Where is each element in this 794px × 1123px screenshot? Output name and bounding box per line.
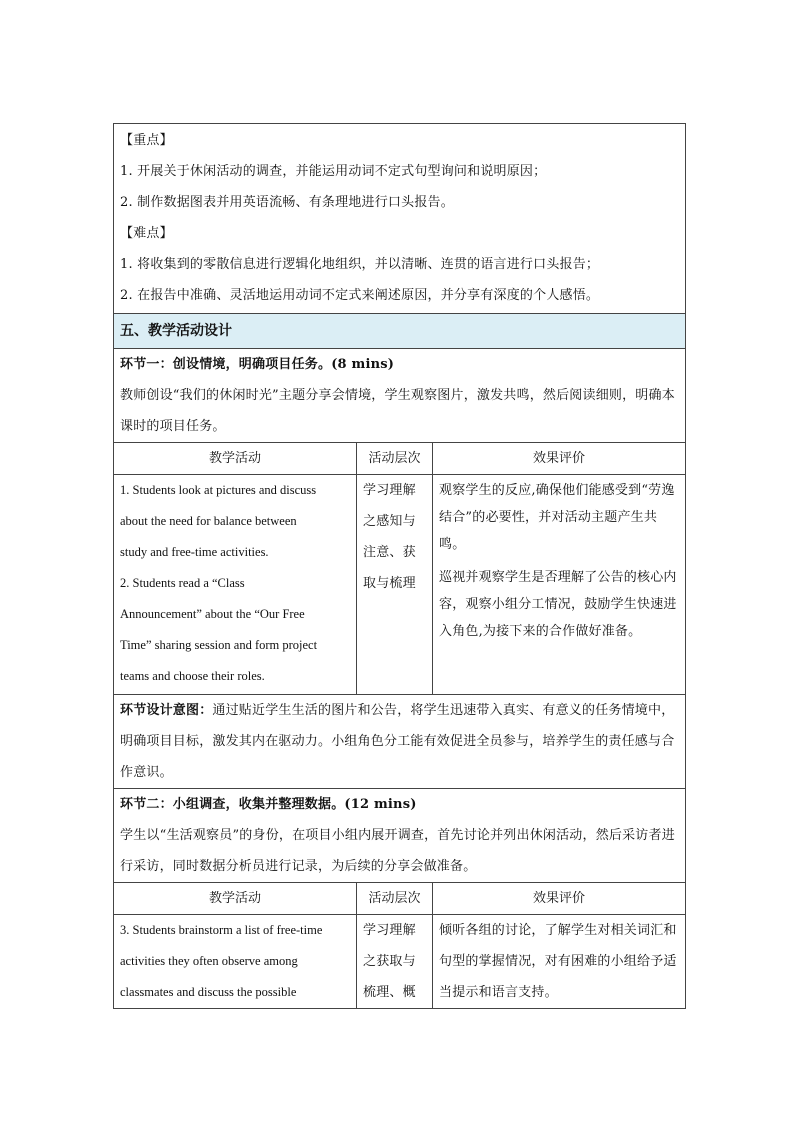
- stage1-level-line: 取与梳理: [363, 576, 416, 591]
- stage1-title: 环节一：创设情境，明确项目任务。(8 mins): [120, 357, 395, 372]
- stage2-level-line: 学习理解: [363, 923, 416, 938]
- stage1-eval-p2: 巡视并观察学生是否理解了公告的核心内容，观察小组分工情况，鼓励学生快速进入角色,为接下来的合作做好准备。: [439, 570, 677, 639]
- stage1-level-line: 注意、获: [363, 545, 416, 560]
- stage2-activity-line: 3. Students brainstorm a list of free-time: [120, 923, 323, 937]
- stage1-col-activity: 教学活动: [114, 443, 357, 475]
- stage1-header-row: [114, 443, 686, 475]
- stage2-eval-cell: [433, 915, 686, 1009]
- stage1-eval-cell: [433, 475, 686, 695]
- stage2-col-level: 活动层次: [357, 883, 433, 915]
- stage1-activity-line: teams and choose their roles.: [120, 669, 265, 683]
- difficult-heading: 【难点】: [120, 226, 173, 241]
- stage1-level-line: 之感知与: [363, 514, 416, 529]
- stage1-desc: 教师创设“我们的休闲时光”主题分享会情境，学生观察图片，激发共鸣，然后阅读细则，明确本课时的项目任务。: [120, 388, 675, 434]
- lesson-plan-table: [113, 123, 686, 1009]
- stage2-intro-row: [114, 789, 686, 883]
- stage1-level-cell: [357, 475, 433, 695]
- stage1-activity-line: Announcement” about the “Our Free: [120, 607, 305, 621]
- section5-title: 五、教学活动设计: [114, 314, 686, 349]
- stage2-activity-line: classmates and discuss the possible: [120, 985, 297, 999]
- stage1-activity-line: about the need for balance between: [120, 514, 297, 528]
- section5-row: [114, 314, 686, 349]
- stage2-level-line: 之获取与: [363, 954, 416, 969]
- stage1-intent-row: [114, 695, 686, 789]
- key-point-1: 1. 开展关于休闲活动的调查，并能运用动词不定式句型询问和说明原因；: [120, 164, 547, 179]
- key-point-2: 2. 制作数据图表并用英语流畅、有条理地进行口头报告。: [120, 195, 454, 210]
- stage1-level-line: 学习理解: [363, 483, 416, 498]
- stage2-level-line: 梳理、概: [363, 985, 416, 1000]
- stage2-desc: 学生以“生活观察员”的身份，在项目小组内展开调查，首先讨论并列出休闲活动，然后采访者进行采访，同时数据分析员进行记录，为后续的分享会做准备。: [120, 828, 675, 874]
- stage2-eval-text: 倾听各组的讨论，了解学生对相关词汇和句型的掌握情况，对有困难的小组给予适当提示和语言支持。: [439, 923, 677, 1000]
- stage1-eval-p1: 观察学生的反应,确保他们能感受到“劳逸结合”的必要性，并对活动主题产生共鸣。: [439, 483, 675, 552]
- stage2-col-activity: 教学活动: [114, 883, 357, 915]
- stage2-content-row: [114, 915, 686, 1009]
- lesson-plan-page: [113, 123, 685, 1009]
- stage2-activity-line: activities they often observe among: [120, 954, 298, 968]
- stage1-activity-line: 1. Students look at pictures and discuss: [120, 483, 317, 497]
- difficult-point-1: 1. 将收集到的零散信息进行逻辑化地组织，并以清晰、连贯的语言进行口头报告；: [120, 257, 600, 272]
- stage1-activity-line: Time” sharing session and form project: [120, 638, 318, 652]
- stage1-activity-line: 2. Students read a “Class: [120, 576, 245, 590]
- stage1-intent-text: 通过贴近学生生活的图片和公告，将学生迅速带入真实、有意义的任务情境中，明确项目目标，激发其内在驱动力。小组角色分工能有效促进全员参与，培养学生的责任感与合作意识。: [120, 703, 675, 780]
- focus-row: [114, 124, 686, 314]
- stage2-title: 环节二：小组调查，收集并整理数据。(12 mins): [120, 797, 417, 812]
- stage1-activity-cell: [114, 475, 357, 695]
- stage2-activity-cell: [114, 915, 357, 1009]
- stage1-activity-line: study and free-time activities.: [120, 545, 269, 559]
- stage2-col-eval: 效果评价: [433, 883, 686, 915]
- key-heading: 【重点】: [120, 133, 173, 148]
- stage2-level-cell: [357, 915, 433, 1009]
- difficult-point-2: 2. 在报告中准确、灵活地运用动词不定式来阐述原因，并分享有深度的个人感悟。: [120, 288, 600, 303]
- stage1-intro-row: [114, 349, 686, 443]
- stage2-header-row: [114, 883, 686, 915]
- stage1-col-level: 活动层次: [357, 443, 433, 475]
- stage1-content-row: [114, 475, 686, 695]
- stage1-col-eval: 效果评价: [433, 443, 686, 475]
- stage1-intent-label: 环节设计意图：: [120, 703, 213, 718]
